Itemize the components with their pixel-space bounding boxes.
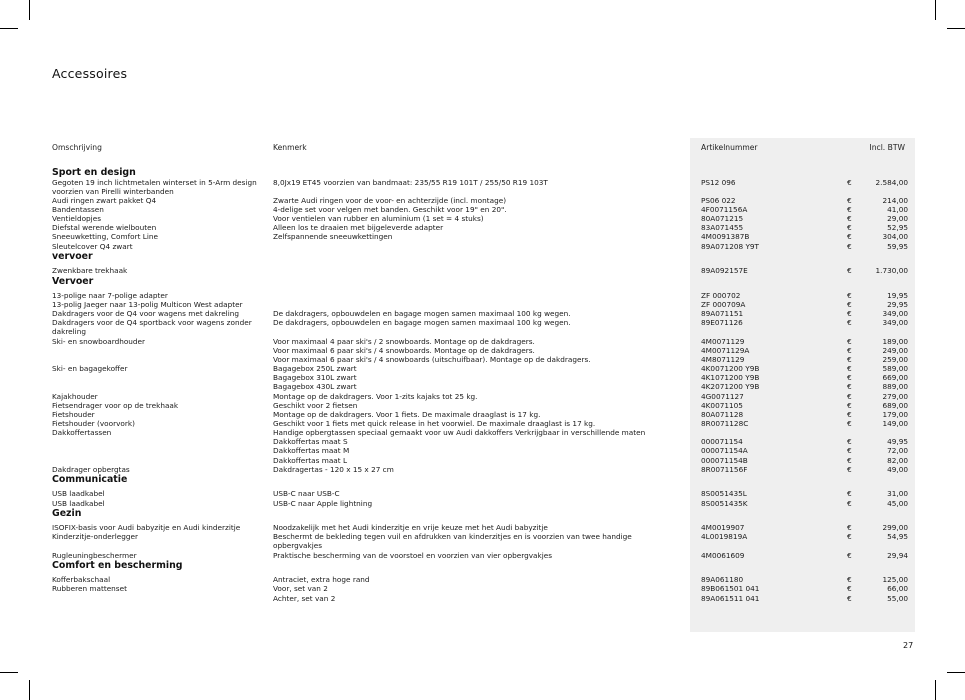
- table-row: [0, 309, 965, 318]
- row-currency: €: [847, 489, 852, 499]
- row-omschrijving: Dakdrager opbergtas: [52, 464, 130, 474]
- section-heading: Vervoer: [52, 275, 94, 287]
- row-kenmerk: 8,0Jx19 ET45 voorzien van bandmaat: 235/55 R19 101T / 255/50 R19 103T: [273, 177, 548, 187]
- table-row: [0, 266, 965, 275]
- row-artikelnummer: 4M0071129: [701, 336, 745, 346]
- table-row: [0, 373, 965, 382]
- row-kenmerk: Montage op de dakdragers. Voor 1 fiets. De maximale draaglast is 17 kg.: [273, 409, 541, 419]
- row-price: 249,00: [882, 345, 908, 355]
- row-omschrijving: Sneeuwketting, Comfort Line: [52, 232, 159, 242]
- table-row: [0, 392, 965, 401]
- row-omschrijving: 13-polig Jaeger naar 13-polig Multicon West adapter: [52, 300, 243, 309]
- row-kenmerk: Montage op de dakdragers. Voor 1-zits kajaks tot 25 kg.: [273, 391, 478, 401]
- row-kenmerk: Antraciet, extra hoge rand: [273, 575, 370, 585]
- row-omschrijving: Diefstal werende wielbouten: [52, 223, 157, 233]
- row-price: 299,00: [882, 523, 908, 533]
- table-row: [0, 178, 965, 187]
- table-row: [0, 291, 965, 300]
- row-currency: €: [847, 241, 852, 251]
- row-kenmerk: Zelfspannende sneeuwkettingen: [273, 232, 393, 242]
- row-kenmerk: Beschermt de bekleding tegen vuil en afdrukken van kinderzitjes en is voorzien van twee handige: [273, 532, 632, 542]
- row-price: 82,00: [887, 455, 908, 465]
- header-kenmerk: Kenmerk: [273, 143, 307, 152]
- row-omschrijving: Kinderzitje-onderlegger: [52, 532, 139, 542]
- section-heading: Communicatie: [52, 474, 128, 486]
- row-currency: €: [847, 584, 852, 594]
- row-currency: €: [847, 364, 852, 374]
- row-currency: €: [847, 318, 852, 328]
- table-row: [0, 523, 965, 532]
- row-artikelnummer: 89A071208 Y9T: [701, 241, 760, 251]
- row-price: 55,00: [887, 593, 908, 603]
- row-artikelnummer: 4K0071200 Y9B: [701, 364, 760, 374]
- row-kenmerk: De dakdragers, opbouwdelen en bagage mogen samen maximaal 100 kg wegen.: [273, 309, 571, 319]
- row-kenmerk: Dakkoffertas maat L: [273, 455, 348, 465]
- row-kenmerk: Voor maximaal 4 paar ski's / 2 snowboards. Montage op de dakdragers.: [273, 336, 535, 346]
- row-price: 589,00: [882, 364, 908, 374]
- row-artikelnummer: 89B061501 041: [701, 584, 760, 594]
- row-price: 29,95: [887, 300, 908, 309]
- table-row: [0, 489, 965, 498]
- row-omschrijving: ISOFIX-basis voor Audi babyzitje en Audi kinderzitje: [52, 523, 241, 533]
- row-currency: €: [847, 593, 852, 603]
- row-omschrijving: Kajakhouder: [52, 391, 98, 401]
- row-omschrijving: Audi ringen zwart pakket Q4: [52, 195, 157, 205]
- row-kenmerk: Dakkoffertas maat M: [273, 446, 350, 456]
- section-heading: Gezin: [52, 508, 82, 520]
- row-omschrijving: dakreling: [52, 327, 86, 337]
- row-currency: €: [847, 345, 852, 355]
- row-omschrijving: Fietsendrager voor op de trekhaak: [52, 400, 179, 410]
- row-currency: €: [847, 177, 852, 187]
- table-row: [0, 551, 965, 560]
- table-row: [0, 214, 965, 223]
- row-kenmerk: USB-C naar Apple lightning: [273, 498, 373, 508]
- row-omschrijving: Fietshouder (voorvork): [52, 418, 135, 428]
- row-kenmerk: Praktische bescherming van de voorstoel en voorzien van vier opbergvakjes: [273, 550, 553, 560]
- row-artikelnummer: 8S0051435K: [701, 498, 748, 508]
- table-row: [0, 575, 965, 584]
- row-currency: €: [847, 523, 852, 533]
- row-price: 49,95: [887, 437, 908, 447]
- row-artikelnummer: 80A071128: [701, 409, 744, 419]
- row-currency: €: [847, 266, 852, 276]
- row-price: 54,95: [887, 532, 908, 542]
- table-row: [0, 300, 965, 309]
- row-price: 279,00: [882, 391, 908, 401]
- table-row: [0, 337, 965, 346]
- row-artikelnummer: 4M0091387B: [701, 232, 750, 242]
- row-artikelnummer: 000071154B: [701, 455, 748, 465]
- row-kenmerk: Achter, set van 2: [273, 593, 336, 603]
- row-kenmerk: Dakkoffertas maat S: [273, 437, 348, 447]
- row-price: 149,00: [882, 418, 908, 428]
- row-price: 259,00: [882, 354, 908, 364]
- row-omschrijving: Ski- en snowboardhouder: [52, 336, 146, 346]
- row-price: 49,00: [887, 464, 908, 474]
- header-artikelnummer: Artikelnummer: [701, 143, 758, 152]
- row-kenmerk: Bagagebox 250L zwart: [273, 364, 357, 374]
- row-artikelnummer: ZF 000702: [701, 290, 741, 300]
- row-price: 689,00: [882, 400, 908, 410]
- row-currency: €: [847, 455, 852, 465]
- table-row: [0, 318, 965, 327]
- row-artikelnummer: 000071154: [701, 437, 743, 447]
- table-row: [0, 355, 965, 364]
- row-omschrijving: Dakdragers voor de Q4 voor wagens met dakreling: [52, 309, 239, 319]
- row-currency: €: [847, 204, 852, 214]
- row-currency: €: [847, 373, 852, 383]
- row-artikelnummer: 8R0071156F: [701, 464, 748, 474]
- row-currency: €: [847, 214, 852, 224]
- table-row: [0, 242, 965, 251]
- section-heading: vervoer: [52, 251, 93, 263]
- row-price: 45,00: [887, 498, 908, 508]
- row-artikelnummer: 4M0071129A: [701, 345, 750, 355]
- row-price: 72,00: [887, 446, 908, 456]
- table-row: [0, 419, 965, 428]
- header-omschrijving: Omschrijving: [52, 143, 102, 152]
- row-omschrijving: USB laadkabel: [52, 489, 105, 499]
- row-kenmerk: USB-C naar USB-C: [273, 489, 340, 499]
- row-price: 889,00: [882, 382, 908, 392]
- row-artikelnummer: 83A071455: [701, 223, 744, 233]
- page-number: 27: [903, 641, 914, 650]
- row-omschrijving: Fietshouder: [52, 409, 95, 419]
- row-price: 31,00: [887, 489, 908, 499]
- table-row: [0, 196, 965, 205]
- row-currency: €: [847, 309, 852, 319]
- row-price: 1.730,00: [875, 266, 908, 276]
- row-price: 349,00: [882, 318, 908, 328]
- row-currency: €: [847, 223, 852, 233]
- table-row: [0, 410, 965, 419]
- row-price: 41,00: [887, 204, 908, 214]
- row-omschrijving: Rubberen mattenset: [52, 584, 127, 594]
- row-price: 189,00: [882, 336, 908, 346]
- row-kenmerk: De dakdragers, opbouwdelen en bagage mogen samen maximaal 100 kg wegen.: [273, 318, 571, 328]
- row-currency: €: [847, 391, 852, 401]
- row-kenmerk: Alleen los te draaien met bijgeleverde adapter: [273, 223, 444, 233]
- row-artikelnummer: 8R0071128C: [701, 418, 749, 428]
- table-row: [0, 187, 965, 196]
- row-currency: €: [847, 498, 852, 508]
- row-price: 179,00: [882, 409, 908, 419]
- row-price: 349,00: [882, 309, 908, 319]
- row-currency: €: [847, 532, 852, 542]
- row-artikelnummer: 4F0071156A: [701, 204, 748, 214]
- row-currency: €: [847, 575, 852, 585]
- row-currency: €: [847, 382, 852, 392]
- row-artikelnummer: 4K2071200 Y9B: [701, 382, 760, 392]
- row-artikelnummer: 89A071151: [701, 309, 744, 319]
- row-omschrijving: Ventieldopjes: [52, 214, 101, 224]
- row-kenmerk: Handige opbergtassen speciaal gemaakt voor uw Audi dakkoffers Verkrijgbaar in verschillende maten: [273, 428, 646, 438]
- row-price: 19,95: [887, 290, 908, 300]
- row-artikelnummer: 89E071126: [701, 318, 743, 328]
- row-price: 2.584,00: [875, 177, 908, 187]
- row-artikelnummer: 8S0051435L: [701, 489, 747, 499]
- row-omschrijving: Zwenkbare trekhaak: [52, 266, 128, 276]
- table-row: [0, 382, 965, 391]
- row-kenmerk: Geschikt voor 2 fietsen: [273, 400, 358, 410]
- row-artikelnummer: 4M8071129: [701, 354, 745, 364]
- row-artikelnummer: 4L0019819A: [701, 532, 748, 542]
- row-currency: €: [847, 290, 852, 300]
- table-row: [0, 327, 965, 336]
- row-price: 66,00: [887, 584, 908, 594]
- row-currency: €: [847, 400, 852, 410]
- row-artikelnummer: PS12 096: [701, 177, 736, 187]
- row-kenmerk: Dakdragertas - 120 x 15 x 27 cm: [273, 464, 394, 474]
- row-price: 304,00: [882, 232, 908, 242]
- row-artikelnummer: PS06 022: [701, 195, 736, 205]
- row-omschrijving: Gegoten 19 inch lichtmetalen winterset in 5-Arm design: [52, 177, 257, 187]
- row-omschrijving: 13-polige naar 7-polige adapter: [52, 290, 168, 300]
- row-currency: €: [847, 418, 852, 428]
- row-omschrijving: USB laadkabel: [52, 498, 105, 508]
- row-kenmerk: Voor maximaal 6 paar ski's / 4 snowboards. Montage op de dakdragers.: [273, 345, 535, 355]
- row-kenmerk: Geschikt voor 1 fiets met quick release in het voorwiel. De maximale draaglast is 17 kg.: [273, 418, 596, 428]
- row-artikelnummer: 4M0061609: [701, 550, 745, 560]
- page-title: Accessoires: [52, 66, 128, 81]
- row-artikelnummer: 89A061511 041: [701, 593, 760, 603]
- table-row: [0, 205, 965, 214]
- table-row: [0, 541, 965, 550]
- row-omschrijving: Rugleuningbeschermer: [52, 550, 137, 560]
- row-artikelnummer: ZF 000709A: [701, 300, 746, 309]
- row-kenmerk: Bagagebox 430L zwart: [273, 382, 357, 392]
- row-artikelnummer: 4G0071127: [701, 391, 744, 401]
- row-artikelnummer: 89A061180: [701, 575, 744, 585]
- row-kenmerk: Zwarte Audi ringen voor de voor- en achterzijde (incl. montage): [273, 195, 507, 205]
- row-artikelnummer: 4K0071105: [701, 400, 743, 410]
- row-currency: €: [847, 550, 852, 560]
- section-heading: Sport en design: [52, 166, 136, 178]
- row-price: 214,00: [882, 195, 908, 205]
- row-artikelnummer: 80A071215: [701, 214, 744, 224]
- row-kenmerk: Bagagebox 310L zwart: [273, 373, 357, 383]
- row-price: 669,00: [882, 373, 908, 383]
- table-row: [0, 456, 965, 465]
- table-row: [0, 232, 965, 241]
- table-row: [0, 465, 965, 474]
- row-currency: €: [847, 409, 852, 419]
- row-currency: €: [847, 336, 852, 346]
- row-omschrijving: Sleutelcover Q4 zwart: [52, 241, 133, 251]
- row-kenmerk: Voor ventielen van rubber en aluminium (1 set = 4 stuks): [273, 214, 484, 224]
- table-row: [0, 499, 965, 508]
- table-row: [0, 584, 965, 593]
- table-row: [0, 446, 965, 455]
- section-heading: Comfort en bescherming: [52, 560, 183, 572]
- row-kenmerk: Voor maximaal 6 paar ski's / 4 snowboards (uitschuifbaar). Montage op de dakdragers.: [273, 354, 591, 364]
- table-row: [0, 364, 965, 373]
- table-row: [0, 437, 965, 446]
- row-price: 29,00: [887, 214, 908, 224]
- row-price: 29,94: [887, 550, 908, 560]
- row-omschrijving: Dakkoffertassen: [52, 428, 112, 438]
- row-artikelnummer: 89A092157E: [701, 266, 748, 276]
- row-kenmerk: 4-delige set voor velgen met banden. Geschikt voor 19" en 20".: [273, 204, 507, 214]
- row-artikelnummer: 4M0019907: [701, 523, 745, 533]
- row-currency: €: [847, 232, 852, 242]
- row-price: 125,00: [882, 575, 908, 585]
- table-row: [0, 346, 965, 355]
- row-omschrijving: Dakdragers voor de Q4 sportback voor wagens zonder: [52, 318, 252, 328]
- row-currency: €: [847, 437, 852, 447]
- row-kenmerk: Voor, set van 2: [273, 584, 328, 594]
- row-currency: €: [847, 195, 852, 205]
- row-currency: €: [847, 446, 852, 456]
- table-row: [0, 223, 965, 232]
- row-artikelnummer: 000071154A: [701, 446, 748, 456]
- row-omschrijving: Ski- en bagagekoffer: [52, 364, 128, 374]
- header-prijs: Incl. BTW: [869, 143, 905, 152]
- row-omschrijving: Bandentassen: [52, 204, 104, 214]
- row-currency: €: [847, 300, 852, 309]
- row-currency: €: [847, 464, 852, 474]
- row-price: 52,95: [887, 223, 908, 233]
- row-kenmerk: Noodzakelijk met het Audi kinderzitje en vrije keuze met het Audi babyzitje: [273, 523, 548, 533]
- table-row: [0, 428, 965, 437]
- table-row: [0, 401, 965, 410]
- row-omschrijving: voorzien van Pirelli winterbanden: [52, 186, 174, 196]
- row-omschrijving: Kofferbakschaal: [52, 575, 111, 585]
- row-artikelnummer: 4K1071200 Y9B: [701, 373, 760, 383]
- row-price: 59,95: [887, 241, 908, 251]
- table-row: [0, 594, 965, 603]
- table-row: [0, 532, 965, 541]
- row-kenmerk: opbergvakjes: [273, 541, 323, 551]
- row-currency: €: [847, 354, 852, 364]
